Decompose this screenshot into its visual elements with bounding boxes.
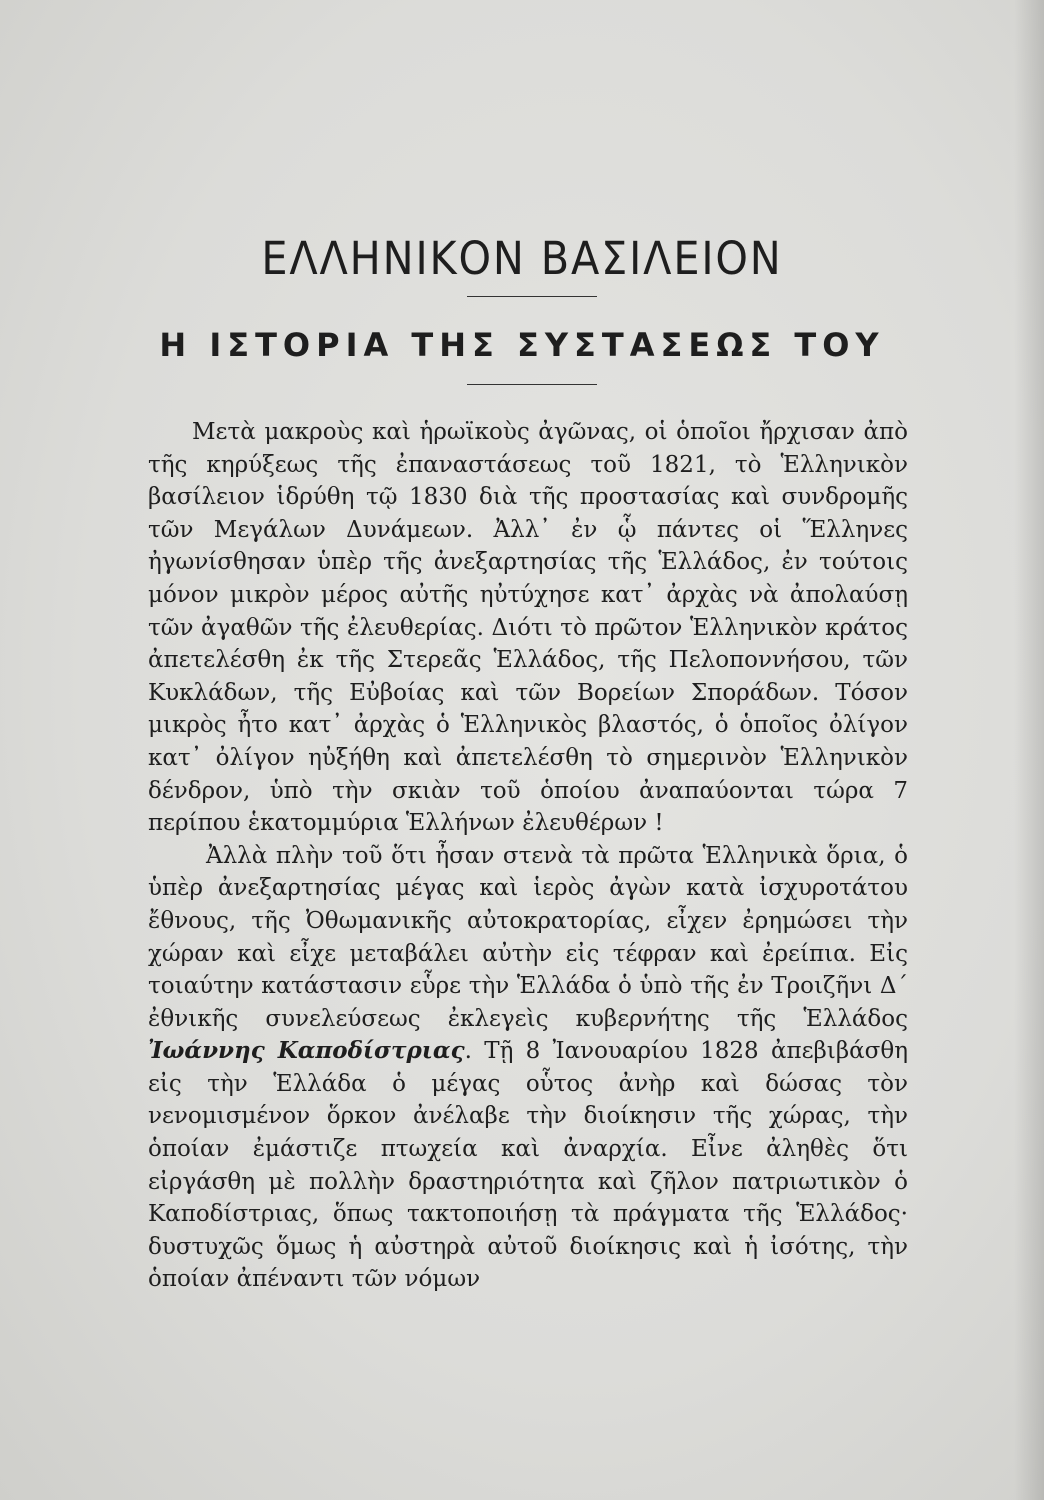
highlighted-name: Ἰωάννης Καποδίστριας bbox=[148, 1037, 465, 1065]
paragraph-2-before: Ἀλλὰ πλὴν τοῦ ὅτι ἦσαν στενὰ τὰ πρῶτα Ἑλληνικὰ ὅρια, ὁ ὑπὲρ ἀνεξαρτησίας μέγας καὶ ἱερὸς ἀγὼν κατὰ ἰσχυροτάτου ἔθνους, τῆς Ὀθωμανικῆς αὐτοκρατορίας, εἶχεν ἐρημώσει τὴν χώραν καὶ εἶχε μεταβάλει αὐτὴν εἰς τέφραν καὶ ἐρείπια. Εἰς τοιαύτην κατάστασιν εὗρε τὴν Ἑλλάδα ὁ ὑπὸ τῆς ἐν Τροιζῆνι Δ´ ἐθνικῆς συνελεύσεως ἐκλεγεὶς κυβερνήτης τῆς Ἑλλάδος bbox=[148, 842, 908, 1032]
title-rule-bottom bbox=[467, 384, 597, 385]
title-rule-top bbox=[467, 296, 597, 297]
page-subtitle: Η ΙΣΤΟΡΙΑ ΤΗΣ ΣΥΣΤΑΣΕΩΣ ΤΟΥ bbox=[159, 326, 885, 364]
page-edge-shadow bbox=[1014, 0, 1044, 1500]
body-text bbox=[148, 416, 908, 1296]
page-title: ΕΛΛΗΝΙΚΟΝ ΒΑΣΙΛΕΙΟΝ bbox=[261, 232, 783, 285]
paragraph-2 bbox=[148, 840, 908, 1296]
paragraph-2-after: . Τῇ 8 Ἰανουαρίου 1828 ἀπεβιβάσθη εἰς τὴν Ἑλλάδα ὁ μέγας οὗτος ἀνὴρ καὶ δώσας τὸν νενομισμένον ὅρκον ἀνέλαβε τὴν διοίκησιν τῆς χώρας, τὴν ὁποίαν ἐμάστιζε πτωχεία καὶ ἀναρχία. Εἶνε ἀληθὲς ὅτι εἰργάσθη μὲ πολλὴν δραστηριότητα καὶ ζῆλον πατριωτικὸν ὁ Καποδίστριας, ὅπως τακτοποιήσῃ τὰ πράγματα τῆς Ἑλλάδος· δυστυχῶς ὅμως ἡ αὐστηρὰ αὐτοῦ διοίκησις καὶ ἡ ἰσότης, τὴν ὁποίαν ἀπέναντι τῶν νόμων bbox=[148, 1038, 908, 1293]
paragraph-1: Μετὰ μακροὺς καὶ ἡρωϊκοὺς ἀγῶνας, οἱ ὁποῖοι ἤρχισαν ἀπὸ τῆς κηρύξεως τῆς ἐπαναστάσεως τοῦ 1821, τὸ Ἑλληνικὸν βασίλειον ἱδρύθη τῷ 1830 διὰ τῆς προστασίας καὶ συνδρομῆς τῶν Μεγάλων Δυνάμεων. Ἀλλ᾽ ἐν ᾧ πάντες οἱ Ἕλληνες ἠγωνίσθησαν ὑπὲρ τῆς ἀνεξαρτησίας τῆς Ἑλλάδος, ἐν τούτοις μόνον μικρὸν μέρος αὐτῆς ηὐτύχησε κατ᾽ ἀρχὰς νὰ ἀπολαύσῃ τῶν ἀγαθῶν τῆς ἐλευθερίας. Διότι τὸ πρῶτον Ἑλληνικὸν κράτος ἀπετελέσθη ἐκ τῆς Στερεᾶς Ἑλλάδος, τῆς Πελοποννήσου, τῶν Κυκλάδων, τῆς Εὐβοίας καὶ τῶν Βορείων Σποράδων. Τόσον μικρὸς ἦτο κατ᾽ ἀρχὰς ὁ Ἑλληνικὸς βλαστός, ὁ ὁποῖος ὀλίγον κατ᾽ ὀλίγον ηὐξήθη καὶ ἀπετελέσθη τὸ σημερινὸν Ἑλληνικὸν δένδρον, ὑπὸ τὴν σκιὰν τοῦ ὁποίου ἀναπαύονται τώρα 7 περίπου ἑκατομμύρια Ἑλλήνων ἐλευθέρων ! bbox=[148, 419, 908, 837]
